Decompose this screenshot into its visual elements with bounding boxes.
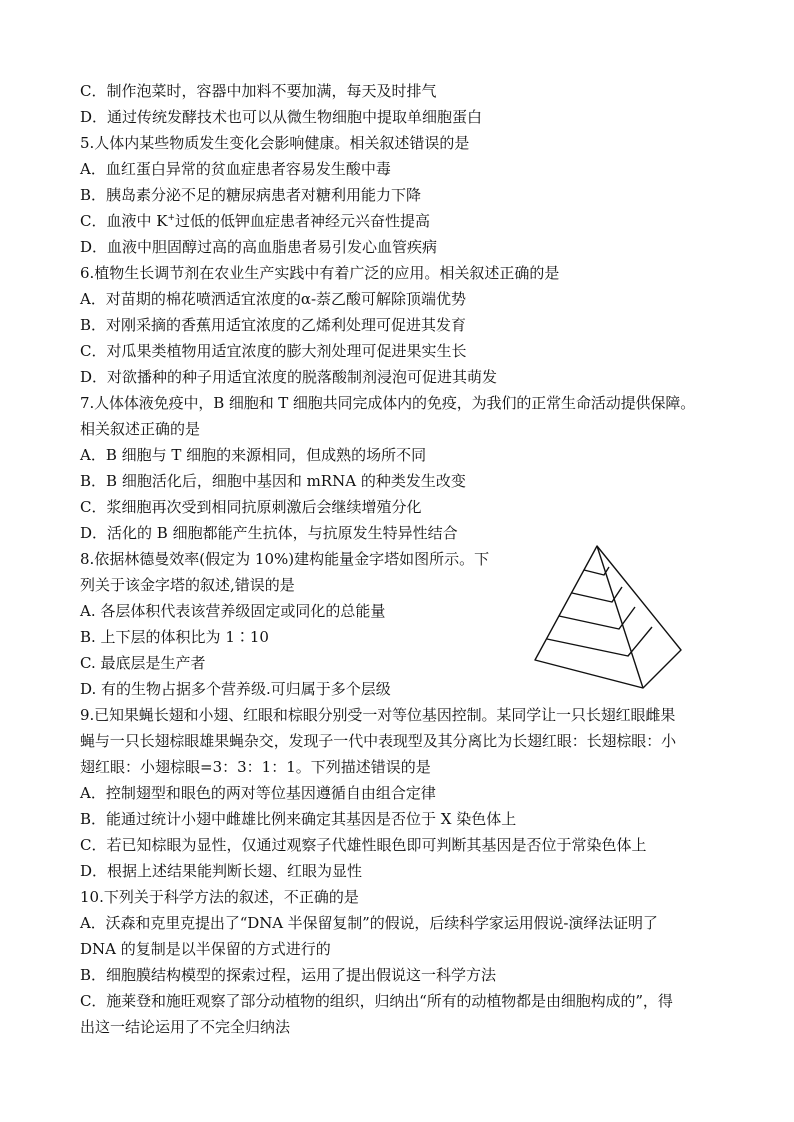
option-5c-part2: 过低的低钾血症患者神经元兴奋性提高 (175, 212, 431, 230)
option-5c-part1: C．血液中 K (80, 212, 168, 230)
pyramid-level-line-3 (559, 607, 635, 629)
question-5-stem: 5.人体内某些物质发生变化会影响健康。相关叙述错误的是 (80, 134, 470, 152)
option-10c: C．施莱登和施旺观察了部分动植物的组织，归纳出“所有的动植物都是由细胞构成的”，得 (80, 992, 673, 1010)
option-8a: A. 各层体积代表该营养级固定或同化的总能量 (80, 602, 386, 620)
question-8-stem-cont: 列关于该金字塔的叙述,错误的是 (80, 576, 295, 594)
option-8d: D. 有的生物占据多个营养级.可归属于多个层级 (80, 680, 391, 698)
option-10b: B．细胞膜结构模型的探索过程，运用了提出假说这一科学方法 (80, 966, 497, 984)
question-10-stem: 10.下列关于科学方法的叙述，不正确的是 (80, 888, 359, 906)
option-7a: A．B 细胞与 T 细胞的来源相同，但成熟的场所不同 (80, 446, 427, 464)
option-5a: A．血红蛋白异常的贫血症患者容易发生酸中毒 (80, 160, 391, 178)
option-6a: A．对苗期的棉花喷洒适宜浓度的α-萘乙酸可解除顶端优势 (80, 290, 467, 308)
option-6b: B．对刚采摘的香蕉用适宜浓度的乙烯利处理可促进其发育 (80, 316, 467, 334)
energy-pyramid-diagram (533, 542, 683, 690)
option-10c-cont: 出这一结论运用了不完全归纳法 (80, 1018, 291, 1036)
option-6d: D．对欲播种的种子用适宜浓度的脱落酸制剂浸泡可促进其萌发 (80, 368, 498, 386)
option-9a: A．控制翅型和眼色的两对等位基因遵循自由组合定律 (80, 784, 436, 802)
pyramid-front-edge (597, 546, 643, 688)
text-line: C．制作泡菜时，容器中加料不要加满，每天及时排气 (80, 82, 437, 100)
option-5c (80, 212, 720, 230)
option-10a-cont: DNA 的复制是以半保留的方式进行的 (80, 940, 331, 958)
option-8b: B. 上下层的体积比为 1∶10 (80, 628, 269, 646)
option-8c: C. 最底层是生产者 (80, 654, 206, 672)
question-7-stem-cont: 相关叙述正确的是 (80, 420, 201, 438)
option-9b: B．能通过统计小翅中雌雄比例来确定其基因是否位于 X 染色体上 (80, 810, 517, 828)
option-7b: B．B 细胞活化后，细胞中基因和 mRNA 的种类发生改变 (80, 472, 466, 490)
superscript-plus: + (167, 213, 175, 223)
question-9-stem: 9.已知果蝇长翅和小翅、红眼和棕眼分别受一对等位基因控制。某同学让一只长翅红眼雌果 (80, 706, 676, 724)
option-5d: D．血液中胆固醇过高的高血脂患者易引发心血管疾病 (80, 238, 438, 256)
option-9c: C．若已知棕眼为显性，仅通过观察子代雄性眼色即可判断其基因是否位于常染色体上 (80, 836, 647, 854)
option-10a: A．沃森和克里克提出了“DNA 半保留复制”的假说，后续科学家运用假说-演绎法证明了 (80, 914, 658, 932)
question-8-stem: 8.依据林德曼效率(假定为 10%)建构能量金字塔如图所示。下 (80, 550, 490, 568)
pyramid-level-line-4 (547, 627, 652, 656)
question-9-stem-cont: 蝇与一只长翅棕眼雄果蝇杂交，发现子一代中表现型及其分离比为长翅红眼：长翅棕眼：小 (80, 732, 677, 750)
option-9d: D．根据上述结果能判断长翅、红眼为显性 (80, 862, 363, 880)
option-6c: C．对瓜果类植物用适宜浓度的膨大剂处理可促进果实生长 (80, 342, 467, 360)
option-7c: C．浆细胞再次受到相同抗原刺激后会继续增殖分化 (80, 498, 422, 516)
text-line: D．通过传统发酵技术也可以从微生物细胞中提取单细胞蛋白 (80, 108, 483, 126)
question-6-stem: 6.植物生长调节剂在农业生产实践中有着广泛的应用。相关叙述正确的是 (80, 264, 560, 282)
question-9-stem-cont2: 翅红眼：小翅棕眼=3：3：1：1。下列描述错误的是 (80, 758, 431, 776)
question-7-stem: 7.人体体液免疫中，B 细胞和 T 细胞共同完成体内的免疫，为我们的正常生命活动提供保障。 (80, 394, 696, 412)
option-5b: B．胰岛素分泌不足的糖尿病患者对糖利用能力下降 (80, 186, 422, 204)
option-7d: D．活化的 B 细胞都能产生抗体，与抗原发生特异性结合 (80, 524, 458, 542)
